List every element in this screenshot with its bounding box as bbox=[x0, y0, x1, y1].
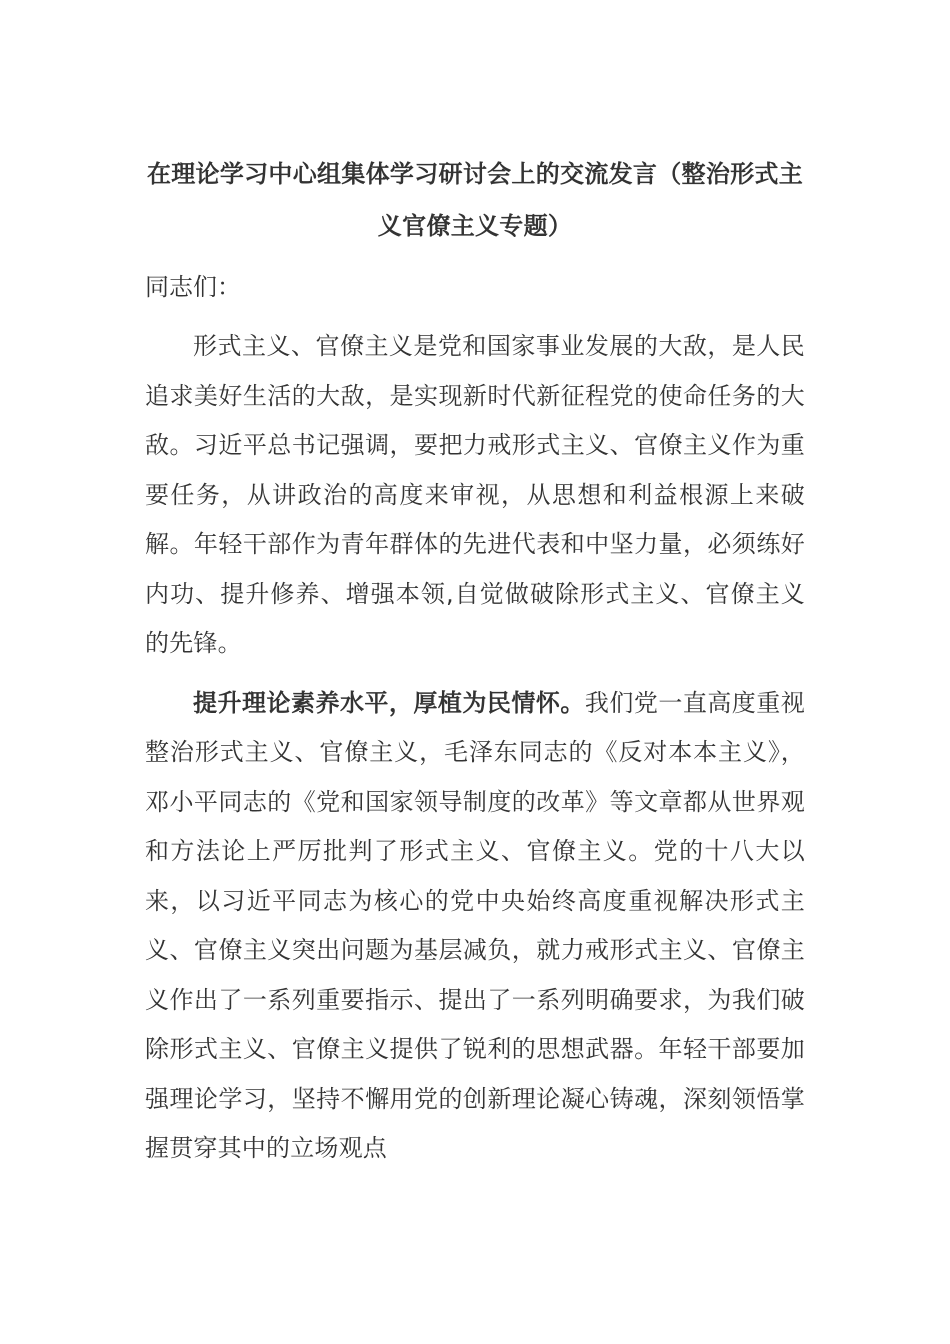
salutation: 同志们： bbox=[145, 273, 241, 301]
paragraph-theory-lead: 提升理论素养水平，厚植为民情怀。 bbox=[193, 688, 585, 717]
document-title: 在理论学习中心组集体学习研讨会上的交流发言（整治形式主义官僚主义专题） bbox=[146, 160, 804, 240]
document-page bbox=[145, 148, 805, 1174]
paragraph-intro bbox=[145, 322, 805, 669]
paragraph-intro-text: 形式主义、官僚主义是党和国家事业发展的大敌，是人民追求美好生活的大敌，是实现新时代新征程党的使命任务的大敌。习近平总书记强调，要把力戒形式主义、官僚主义作为重要任务，从讲政治的高度来审视，从思想和利益根源上来破解。年轻干部作为青年群体的先进代表和中坚力量，必须练好内功、提升修养、增强本领,自觉做破除形式主义、官僚主义的先锋。 bbox=[145, 332, 805, 657]
paragraph-theory bbox=[145, 679, 805, 1174]
paragraph-theory-text: 我们党一直高度重视整治形式主义、官僚主义，毛泽东同志的《反对本本主义》，邓小平同志的《党和国家领导制度的改革》等文章都从世界观和方法论上严厉批判了形式主义、官僚主义。党的十八大以来，以习近平同志为核心的党中央始终高度重视解决形式主义、官僚主义突出问题为基层减负，就力戒形式主义、官僚主义作出了一系列重要指示、提出了一系列明确要求，为我们破除形式主义、官僚主义提供了锐利的思想武器。年轻干部要加强理论学习，坚持不懈用党的创新理论凝心铸魂，深刻领悟掌握贯穿其中的立场观点 bbox=[145, 688, 805, 1162]
